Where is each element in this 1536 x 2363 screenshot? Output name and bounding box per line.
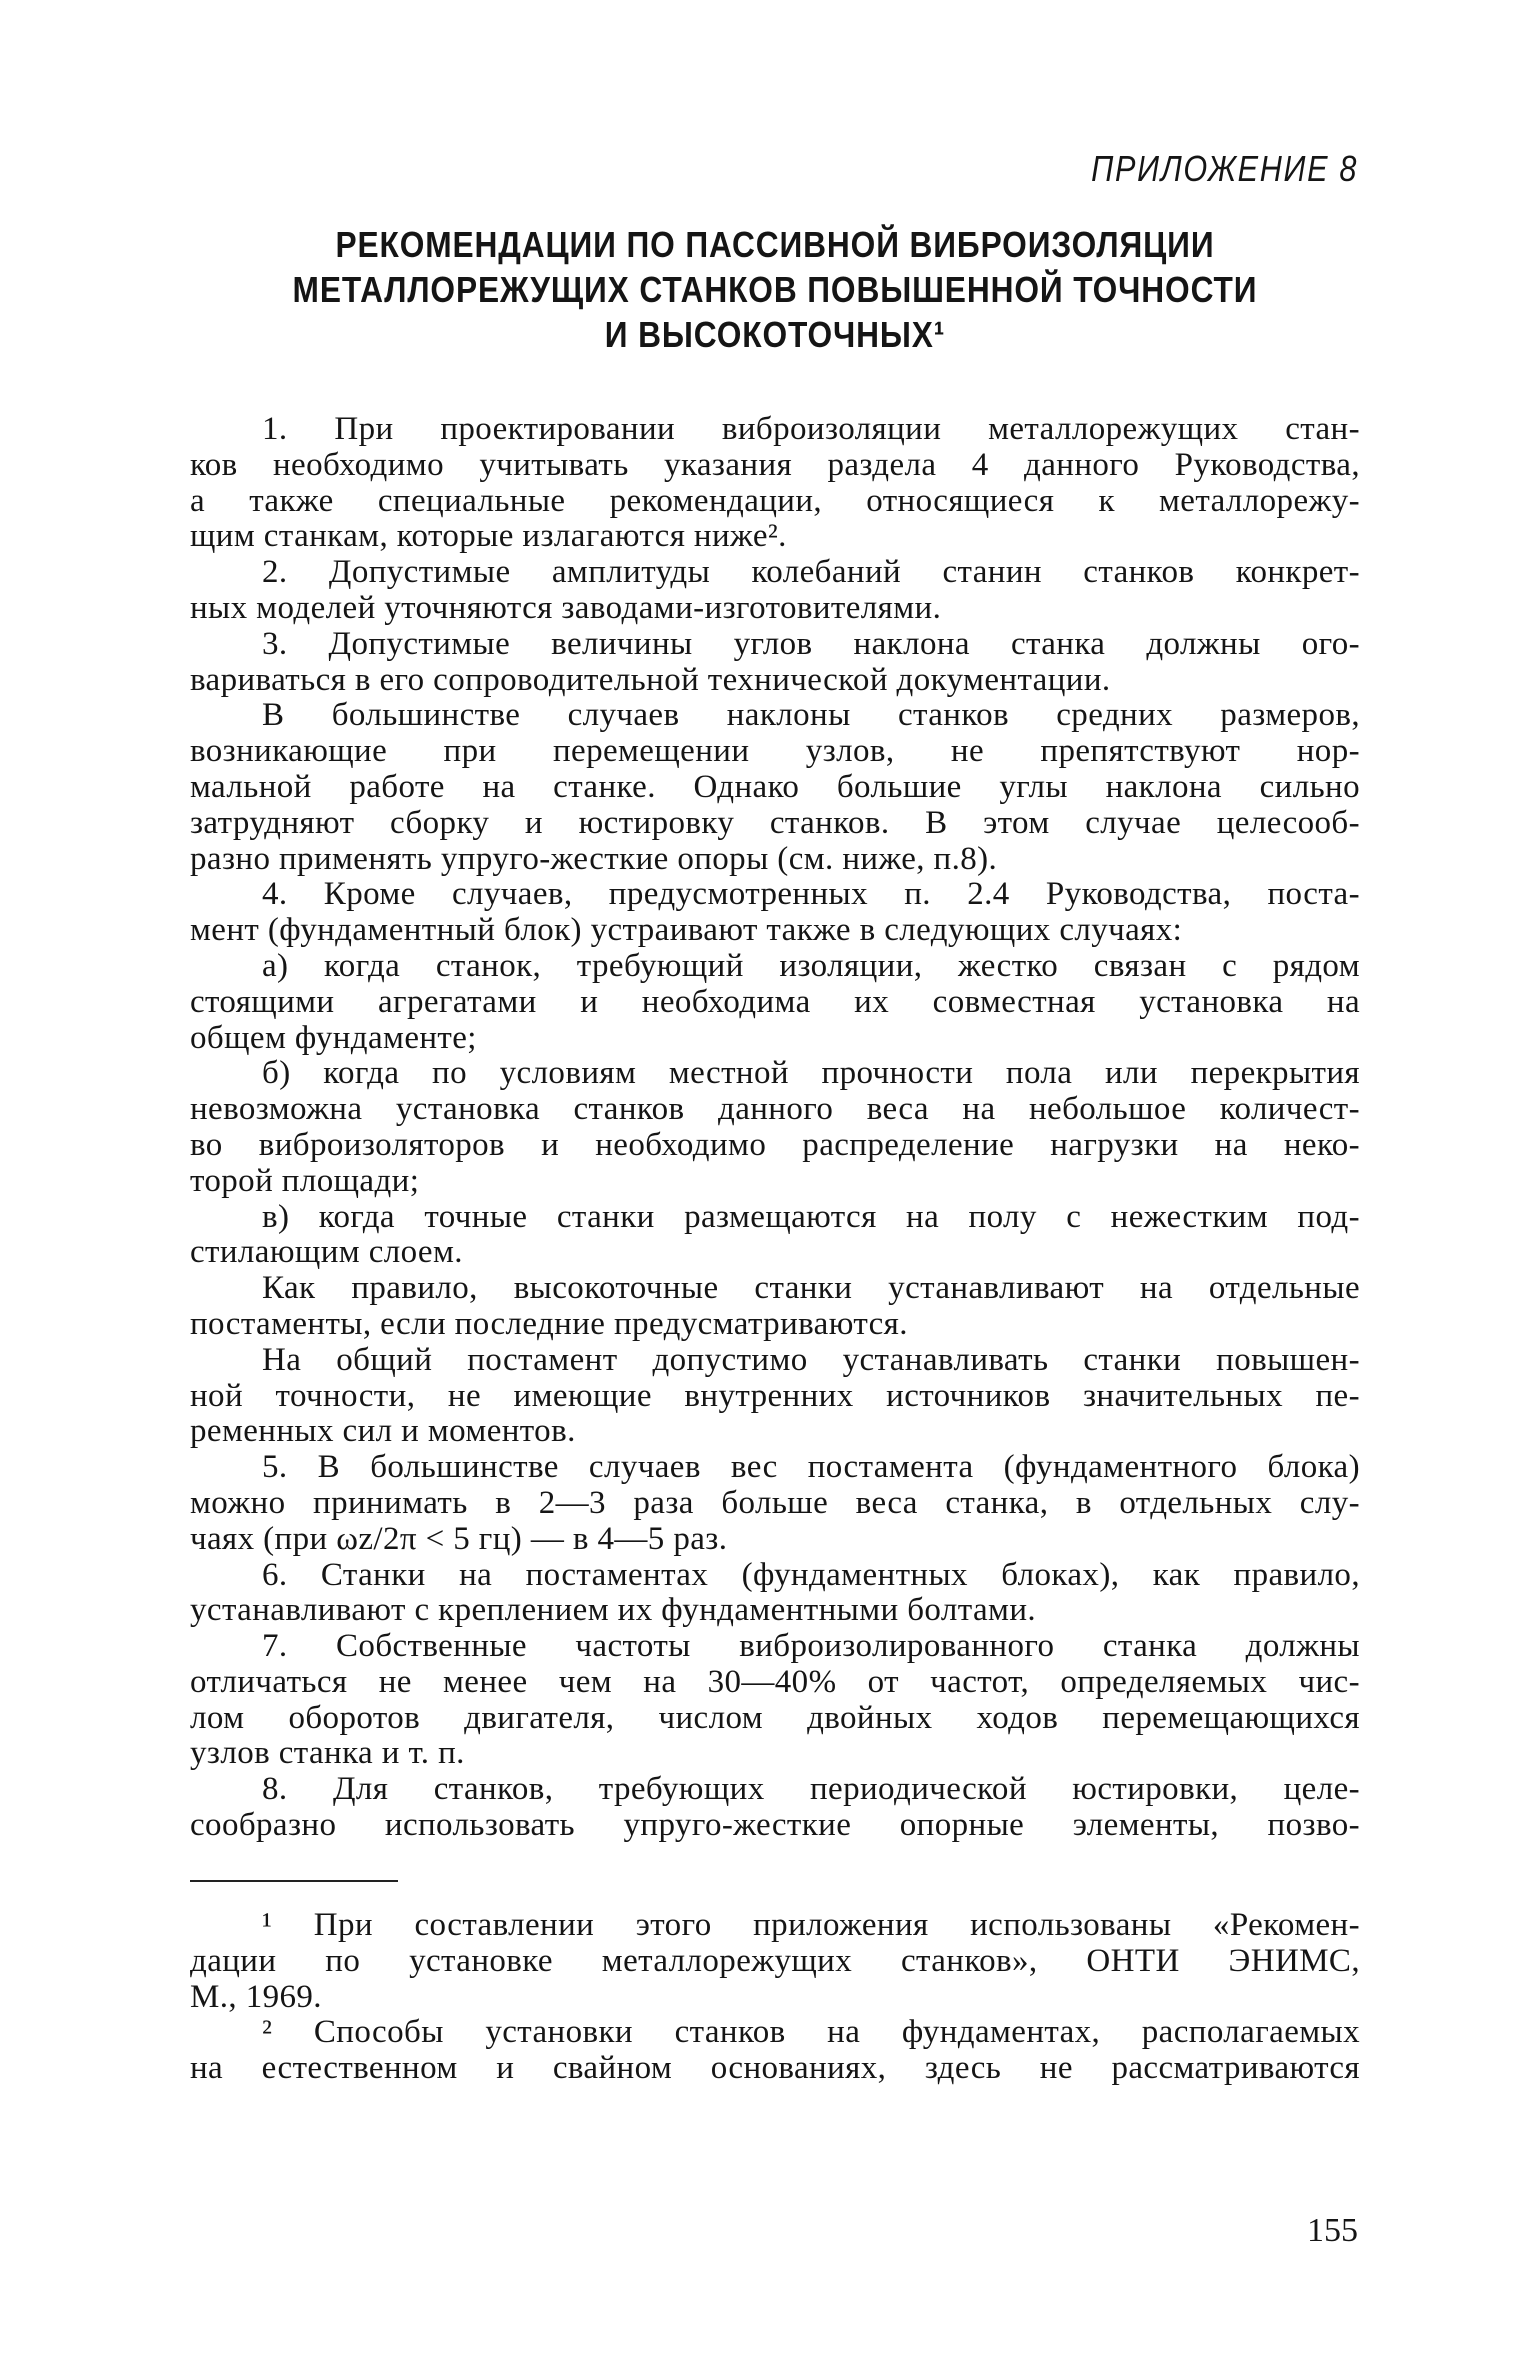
text-line: узлов станка и т. п. — [190, 1735, 465, 1772]
footnote — [190, 1908, 1360, 2015]
text-line: можно принимать в 2—3 раза больше веса станка, в отдельных слу- — [190, 1484, 1360, 1521]
text-line: 8. Для станков, требующих периодической юстировки, целе- — [262, 1771, 1360, 1808]
text-line: лом оборотов двигателя, числом двойных ходов перемещающихся — [190, 1699, 1360, 1736]
text-line: 4. Кроме случаев, предусмотренных п. 2.4 Руководства, поста- — [262, 876, 1360, 913]
text-line: на естественном и свайном основаниях, здесь не рассматриваются — [190, 2050, 1360, 2087]
text-line: отличаться не менее чем на 30—40% от частот, определяемых чис- — [190, 1663, 1360, 1700]
paragraph — [190, 1200, 1360, 1272]
paragraph — [190, 627, 1360, 699]
text-line: мальной работе на станке. Однако большие углы наклона сильно — [190, 768, 1360, 805]
title-line: И ВЫСОКОТОЧНЫХ¹ — [604, 314, 946, 355]
text-line: ной точности, не имеющие внутренних источников значительных пе- — [190, 1377, 1360, 1414]
title-line: МЕТАЛЛОРЕЖУЩИХ СТАНКОВ ПОВЫШЕННОЙ ТОЧНОСТИ — [292, 269, 1258, 310]
text-line: торой площади; — [190, 1162, 420, 1199]
paragraph — [190, 1558, 1360, 1630]
text-line: В большинстве случаев наклоны станков средних размеров, — [262, 697, 1360, 734]
text-line: щим станкам, которые излагаются ниже². — [190, 518, 787, 555]
text-line: разно применять упруго-жесткие опоры (см. ниже, п.8). — [190, 840, 998, 877]
text-line: Как правило, высокоточные станки устанавливают на отдельные — [262, 1270, 1360, 1307]
text-line: чаях (при ωz/2π < 5 гц) — в 4—5 раз. — [190, 1520, 728, 1557]
paragraph — [190, 1450, 1360, 1557]
text-line: стилающим слоем. — [190, 1234, 463, 1271]
footnote — [190, 2015, 1360, 2087]
text-line: М., 1969. — [190, 1978, 322, 2015]
paragraph — [190, 1056, 1360, 1199]
text-line: 5. В большинстве случаев вес постамента (фундаментного блока) — [262, 1449, 1360, 1486]
text-line: 6. Станки на постаментах (фундаментных блоках), как правило, — [262, 1556, 1360, 1593]
text-line: На общий постамент допустимо устанавливать станки повышен- — [262, 1341, 1360, 1378]
paragraph — [190, 555, 1360, 627]
text-line: а также специальные рекомендации, относящиеся к металлорежу- — [190, 482, 1360, 519]
page-title — [190, 222, 1360, 357]
paragraph — [190, 1629, 1360, 1772]
footnotes — [190, 1908, 1360, 2087]
text-line: мент (фундаментный блок) устраивают также в следующих случаях: — [190, 912, 1183, 949]
paragraph — [190, 412, 1360, 555]
text-line: ременных сил и моментов. — [190, 1413, 576, 1450]
text-line: в) когда точные станки размещаются на полу с нежестким под- — [262, 1198, 1360, 1235]
title-line: РЕКОМЕНДАЦИИ ПО ПАССИВНОЙ ВИБРОИЗОЛЯЦИИ — [335, 224, 1215, 265]
paragraph — [190, 949, 1360, 1056]
paragraph — [190, 1343, 1360, 1450]
text-line: ² Способы установки станков на фундаментах, располагаемых — [262, 2014, 1360, 2051]
text-line: б) когда по условиям местной прочности пола или перекрытия — [262, 1055, 1360, 1092]
text-line: общем фундаменте; — [190, 1019, 477, 1056]
text-line: затрудняют сборку и юстировку станков. В этом случае целесооб- — [190, 804, 1360, 841]
footnote-divider — [190, 1880, 398, 1882]
appendix-label: ПРИЛОЖЕНИЕ 8 — [1090, 148, 1358, 189]
paragraph — [190, 1772, 1360, 1844]
text-line: стоящими агрегатами и необходима их совместная установка на — [190, 983, 1360, 1020]
text-line: во виброизоляторов и необходимо распределение нагрузки на неко- — [190, 1126, 1360, 1163]
page-number: 155 — [1307, 2212, 1358, 2249]
text-line: ков необходимо учитывать указания раздела 4 данного Руководства, — [190, 446, 1360, 483]
text-line: постаменты, если последние предусматриваются. — [190, 1305, 908, 1342]
paragraph — [190, 698, 1360, 877]
text-line: 2. Допустимые амплитуды колебаний станин станков конкрет- — [262, 554, 1360, 591]
text-line: 1. При проектировании виброизоляции металлорежущих стан- — [262, 411, 1360, 447]
text-line: сообразно использовать упруго-жесткие опорные элементы, позво- — [190, 1807, 1360, 1844]
paragraph — [190, 1271, 1360, 1343]
text-line: ¹ При составлении этого приложения использованы «Рекомен- — [262, 1907, 1360, 1943]
paragraph — [190, 877, 1360, 949]
text-line: а) когда станок, требующий изоляции, жестко связан с рядом — [262, 947, 1360, 984]
text-line: вариваться в его сопроводительной технической документации. — [190, 661, 1111, 698]
body-text — [190, 412, 1360, 1844]
text-line: дации по установке металлорежущих станков», ОНТИ ЭНИМС, — [190, 1942, 1360, 1979]
text-line: 3. Допустимые величины углов наклона станка должны ого- — [262, 625, 1360, 662]
text-line: 7. Собственные частоты виброизолированного станка должны — [262, 1628, 1360, 1665]
text-line: невозможна установка станков данного веса на небольшое количест- — [190, 1091, 1360, 1128]
text-line: ных моделей уточняются заводами-изготовителями. — [190, 589, 942, 626]
text-line: возникающие при перемещении узлов, не препятствуют нор- — [190, 733, 1360, 770]
text-line: устанавливают с креплением их фундаментными болтами. — [190, 1592, 1037, 1629]
